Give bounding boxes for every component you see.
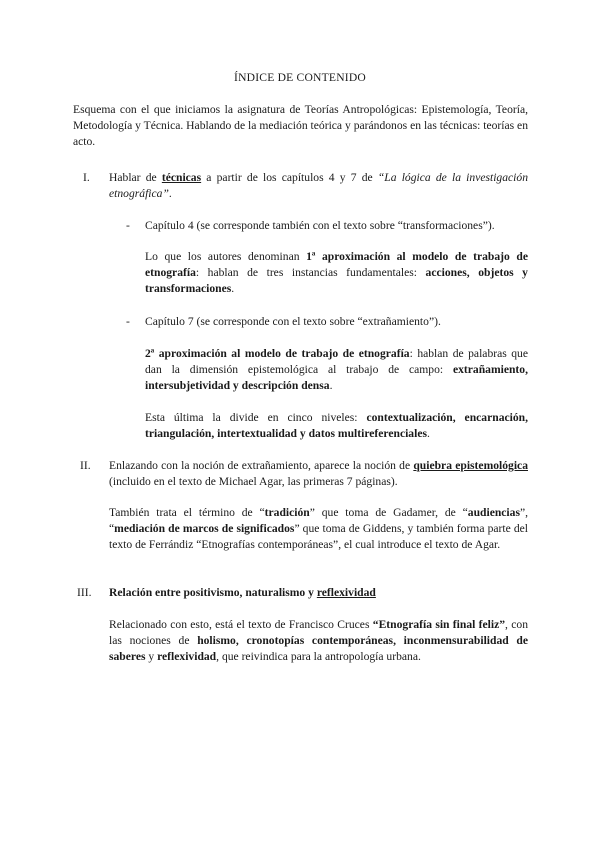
s1-tecnicas: técnicas xyxy=(161,171,202,184)
bullet-dash: - xyxy=(126,315,130,328)
s1-text-3: . xyxy=(168,187,172,200)
text-run: Enlazando con la noción de extrañamiento, aparece la noción de xyxy=(109,459,414,472)
text-run: También trata el término de “ xyxy=(109,506,265,519)
bold-run: contextualización, encarnación, triangulación, intertextualidad y datos multireferenciales xyxy=(145,411,528,440)
document-title: ÍNDICE DE CONTENIDO xyxy=(234,71,366,84)
bold-run: extrañamiento, intersubjetividad y descripción densa xyxy=(145,363,528,392)
s1-text: Hablar de xyxy=(109,171,162,184)
section-3-heading xyxy=(109,585,528,601)
text-run: Esta última la divide en cinco niveles: xyxy=(145,411,367,424)
section-1-heading xyxy=(109,170,528,202)
underlined-bold-run: reflexividad xyxy=(316,586,376,599)
text-run: : hablan de palabras que dan la dimensión epistemológica al trabajo de campo: xyxy=(145,347,528,376)
text-run: . xyxy=(329,379,333,392)
bold-run: 1ª aproximación al modelo de trabajo de etnografía xyxy=(145,250,528,279)
text-run: y xyxy=(145,650,158,663)
text-run: ”, “ xyxy=(109,506,529,535)
chapter-7-paragraph xyxy=(145,346,528,394)
chapter-4-paragraph xyxy=(145,249,528,297)
text-run: Relacionado con esto, está el texto de Francisco Cruces xyxy=(109,618,373,631)
underlined-bold-run: quiebra epistemológica xyxy=(413,459,528,472)
bold-run: “Etnografía sin final feliz” xyxy=(372,618,506,631)
text-run: . xyxy=(427,427,430,440)
text-run: (incluido en el texto de Michael Agar, las primeras 7 páginas). xyxy=(109,475,398,488)
text-run: ” que toma de Gadamer, de “ xyxy=(309,506,468,519)
bold-run: audiencias xyxy=(467,506,520,519)
text-run: . xyxy=(231,282,235,295)
section-1-numeral: I. xyxy=(83,171,90,184)
bold-run: holismo, cronotopías contemporáneas, inconmensurabilidad de saberes xyxy=(109,634,529,663)
s1-text-2: a partir de los capítulos 4 y 7 de xyxy=(201,171,378,184)
section-3-paragraph xyxy=(109,617,528,665)
section-2-paragraph-1 xyxy=(109,458,528,490)
bold-run: Relación entre positivismo, naturalismo y xyxy=(109,586,317,599)
bold-run: mediación de marcos de significados xyxy=(114,522,295,535)
text-run: : hablan de tres instancias fundamentales: xyxy=(195,266,426,279)
s1-book-title: “La lógica de la investigación etnográfica” xyxy=(109,171,528,200)
chapter-4-line: Capítulo 4 (se corresponde también con el texto sobre “transformaciones”). xyxy=(145,219,495,232)
bold-run: acciones, objetos y transformaciones xyxy=(145,266,528,295)
levels-paragraph xyxy=(145,410,528,442)
bullet-dash: - xyxy=(126,219,130,232)
bold-run: reflexividad xyxy=(157,650,217,663)
bold-run: 2ª aproximación al modelo de trabajo de etnografía xyxy=(145,347,410,360)
section-2-paragraph-2 xyxy=(109,505,528,553)
text-run: Lo que los autores denominan xyxy=(145,250,307,263)
section-3-numeral: III. xyxy=(77,586,92,599)
bold-run: tradición xyxy=(264,506,310,519)
text-run: ” que toma de Giddens, y también forma parte del texto de Ferrándiz “Etnografías contemporáneas”, el cual introduce el texto de Agar. xyxy=(109,522,528,551)
text-run: , con las nociones de xyxy=(109,618,528,647)
section-2-numeral: II. xyxy=(80,459,91,472)
chapter-7-line: Capítulo 7 (se corresponde con el texto sobre “extrañamiento”). xyxy=(145,315,441,328)
text-run: , que reivindica para la antropología urbana. xyxy=(216,650,421,663)
intro-paragraph: Esquema con el que iniciamos la asignatura de Teorías Antropológicas: Epistemología, Teoría, Metodología y Técnica. Hablando de la mediación teórica y parándonos en las técnicas: teorías en acto. xyxy=(73,103,528,148)
